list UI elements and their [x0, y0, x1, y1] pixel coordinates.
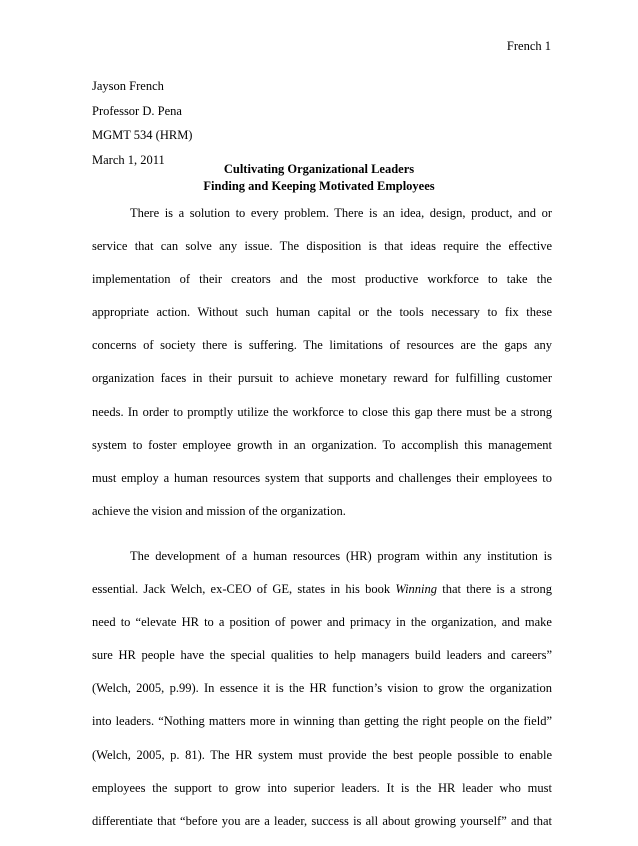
paragraph-line: (Welch, 2005, p. 81). The HR system must provide the best people possible to enable — [92, 747, 552, 762]
paragraph-line: achieve the vision and mission of the organization. — [92, 503, 346, 518]
paragraph-line: organization faces in their pursuit to achieve monetary reward for fulfilling customer — [92, 371, 552, 386]
page-header: French 1 — [506, 39, 551, 53]
paragraph-line: The development of a human resources (HR) program within any institution is — [130, 548, 552, 563]
paragraph-line: sure HR people have the special qualities to help managers build leaders and careers” — [92, 648, 552, 663]
book-title: Winning — [395, 582, 438, 597]
mla-heading — [92, 74, 192, 172]
paragraph-1 — [92, 205, 552, 536]
paragraph-line: service that can solve any issue. The disposition is that ideas require the effective — [92, 239, 552, 254]
paragraph-2 — [92, 548, 552, 846]
title-line-2: Finding and Keeping Motivated Employees — [203, 179, 435, 193]
author-name: Jayson French — [92, 79, 164, 93]
title-line-1: Cultivating Organizational Leaders — [223, 162, 415, 176]
submission-date: March 1, 2011 — [92, 152, 165, 167]
paragraph-line: must employ a human resources system that supports and challenges their employees to — [92, 470, 552, 485]
course-name: MGMT 534 (HRM) — [92, 128, 193, 143]
document-title — [92, 161, 546, 195]
line-text: that there is a strong — [437, 582, 552, 597]
paragraph-line: appropriate action. Without such human capital or the tools necessary to fix these — [92, 305, 552, 320]
paragraph-line: differentiate that “before you are a leader, success is all about growing yourself” and that — [92, 813, 552, 828]
line-text: essential. Jack Welch, ex-CEO of GE, states in his book — [92, 582, 396, 597]
paragraph-line: concerns of society there is suffering. The limitations of resources are the gaps any — [92, 338, 552, 353]
paragraph-line: system to foster employee growth in an organization. To accomplish this management — [92, 437, 552, 452]
paragraph-line: implementation of their creators and the most productive workforce to take the — [92, 272, 552, 287]
paragraph-line: needs. In order to promptly utilize the workforce to close this gap there must be a strong — [92, 404, 552, 419]
paragraph-line: employees the support to grow into superior leaders. It is the HR leader who must — [92, 780, 552, 795]
paragraph-line: (Welch, 2005, p.99). In essence it is the HR function’s vision to grow the organization — [92, 681, 552, 696]
paragraph-line — [92, 581, 552, 614]
document-body — [92, 205, 552, 846]
paragraph-spacer — [92, 536, 552, 548]
paragraph-line: There is a solution to every problem. There is an idea, design, product, and or — [130, 206, 552, 220]
paragraph-line: into leaders. “Nothing matters more in winning than getting the right people on the field” — [92, 714, 552, 729]
professor-name: Professor D. Pena — [92, 103, 182, 118]
paragraph-line: need to “elevate HR to a position of power and primacy in the organization, and make — [92, 615, 552, 630]
